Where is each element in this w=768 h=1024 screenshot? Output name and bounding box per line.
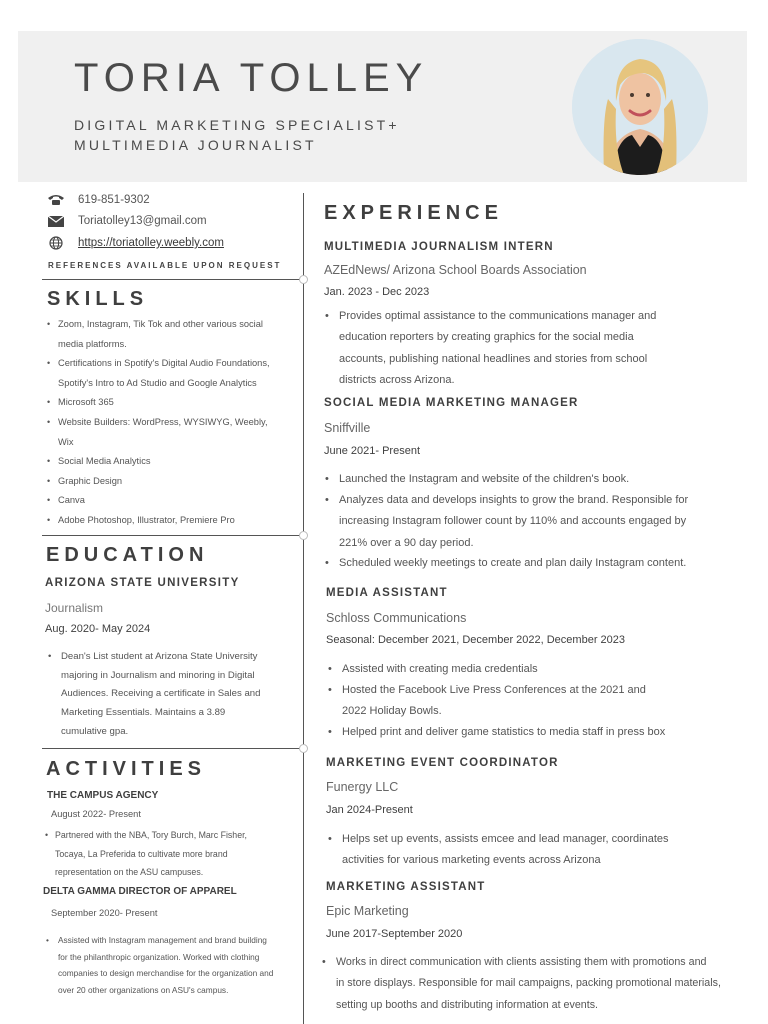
references-note: REFERENCES AVAILABLE UPON REQUEST [48,261,282,270]
globe-icon [46,236,66,250]
job-dates: June 2017-September 2020 [326,928,463,940]
subtitle-line-2: MULTIMEDIA JOURNALIST [74,137,317,153]
website-link[interactable]: https://toriatolley.weebly.com [78,237,224,249]
education-heading: EDUCATION [46,544,209,566]
activity-dates: August 2022- Present [51,809,141,819]
job-title: MEDIA ASSISTANT [326,587,448,599]
skill-item-continued: media platforms. [58,338,127,349]
job-title: SOCIAL MEDIA MARKETING MANAGER [324,397,579,409]
job-title: MARKETING ASSISTANT [326,881,486,893]
activity-org: DELTA GAMMA DIRECTOR OF APPAREL [43,886,237,897]
skill-item: • Certifications in Spotify's Digital Audio Foundations, [46,354,270,374]
job-company: Epic Marketing [326,904,409,918]
phone-number: 619-851-9302 [78,194,150,206]
candidate-subtitle [74,115,400,155]
education-description: • Dean's List student at Arizona State University majoring in Journalism and minoring in Digital Audiences. Receiving a certificate in Sales and Marketing Essentials. Maintains a 3.89 cumulative gpa. [48,651,261,737]
column-divider [303,193,304,1024]
contact-phone [46,192,150,208]
job-title: MARKETING EVENT COORDINATOR [326,757,559,769]
activity-description: • Partnered with the NBA, Tory Burch, Marc Fisher, Tocaya, La Preferida to cultivate more brand representation on the ASU campuses. [45,830,247,878]
divider-contact-skills [42,279,304,280]
job-bullet: • Helped print and deliver game statistics to media staff in press box [328,726,666,738]
subtitle-line-1: DIGITAL MARKETING SPECIALIST+ [74,117,400,133]
job-dates: Jan 2024-Present [326,804,413,816]
job-bullet: • Works in direct communication with clients assisting them with promotions and in store displays. Responsible for mail campaigns, packing promotional materials, setting up booths and distributing information at events. [322,956,721,1011]
divider-node [299,744,308,753]
job-company: Funergy LLC [326,780,399,794]
phone-icon [46,193,66,207]
job-dates: Jan. 2023 - Dec 2023 [324,286,430,298]
skill-item: • Graphic Design [46,472,270,492]
envelope-icon [46,214,66,228]
education-school: ARIZONA STATE UNIVERSITY [45,577,240,589]
skill-item: • Website Builders: WordPress, WYSIWYG, Weebly, [46,413,270,433]
job-company: AZEdNews/ Arizona School Boards Association [324,263,587,277]
job-bullet: • Launched the Instagram and website of the children's book. [325,473,630,485]
candidate-name: TORIA TOLLEY [74,56,429,100]
skill-item: • Zoom, Instagram, Tik Tok and other various social [46,315,270,335]
job-company: Sniffville [324,421,371,435]
activity-org: THE CAMPUS AGENCY [47,790,159,801]
education-dates: Aug. 2020- May 2024 [45,623,151,635]
skill-item: • Microsoft 365 [46,393,270,413]
job-bullet: • Helps set up events, assists emcee and lead manager, coordinates activities for various marketing events across Arizona [328,833,669,867]
divider-node [299,275,308,284]
job-title: MULTIMEDIA JOURNALISM INTERN [324,241,554,253]
job-bullet: • Provides optimal assistance to the communications manager and education reporters by creating graphics for the social media accounts, publishing national headlines and stories from school districts across Arizona. [325,310,657,386]
skill-item: • Social Media Analytics [46,452,270,472]
divider-node [299,531,308,540]
skill-item: • Canva [46,491,270,511]
divider-education-activities [42,748,304,749]
experience-heading: EXPERIENCE [324,202,503,224]
contact-website [46,235,224,251]
job-bullet: • Scheduled weekly meetings to create and plan daily Instagram content. [325,557,687,569]
job-dates: Seasonal: December 2021, December 2022, December 2023 [326,634,626,646]
job-dates: June 2021- Present [324,445,421,457]
profile-photo [572,39,708,175]
education-field: Journalism [45,601,104,615]
activity-description: • Assisted with Instagram management and brand building for the philanthropic organization. Worked with clothing companies to design merchandise for the organization and over 20 other organizations on ASU's campus. [46,935,274,995]
contact-email [46,213,207,229]
activity-dates: September 2020- Present [51,908,158,918]
job-bullet: • Hosted the Facebook Live Press Conferences at the 2021 and 2022 Holiday Bowls. [328,684,646,718]
skill-item-continued: Wix [58,436,74,447]
email-address[interactable]: Toriatolley13@gmail.com [78,215,207,227]
skill-item: • Adobe Photoshop, Illustrator, Premiere Pro [46,511,270,531]
skill-item-continued: Spotify's Intro to Ad Studio and Google Analytics [58,377,257,388]
activities-heading: ACTIVITIES [46,758,207,780]
divider-skills-education [42,535,304,536]
skills-heading: SKILLS [47,288,149,310]
job-company: Schloss Communications [326,611,467,625]
job-bullet: • Assisted with creating media credentials [328,663,538,675]
skills-list [46,315,270,531]
job-bullet: • Analyzes data and develops insights to grow the brand. Responsible for increasing Instagram follower count by 110% and accounts engaged by 221% over a 90 day period. [325,494,689,549]
